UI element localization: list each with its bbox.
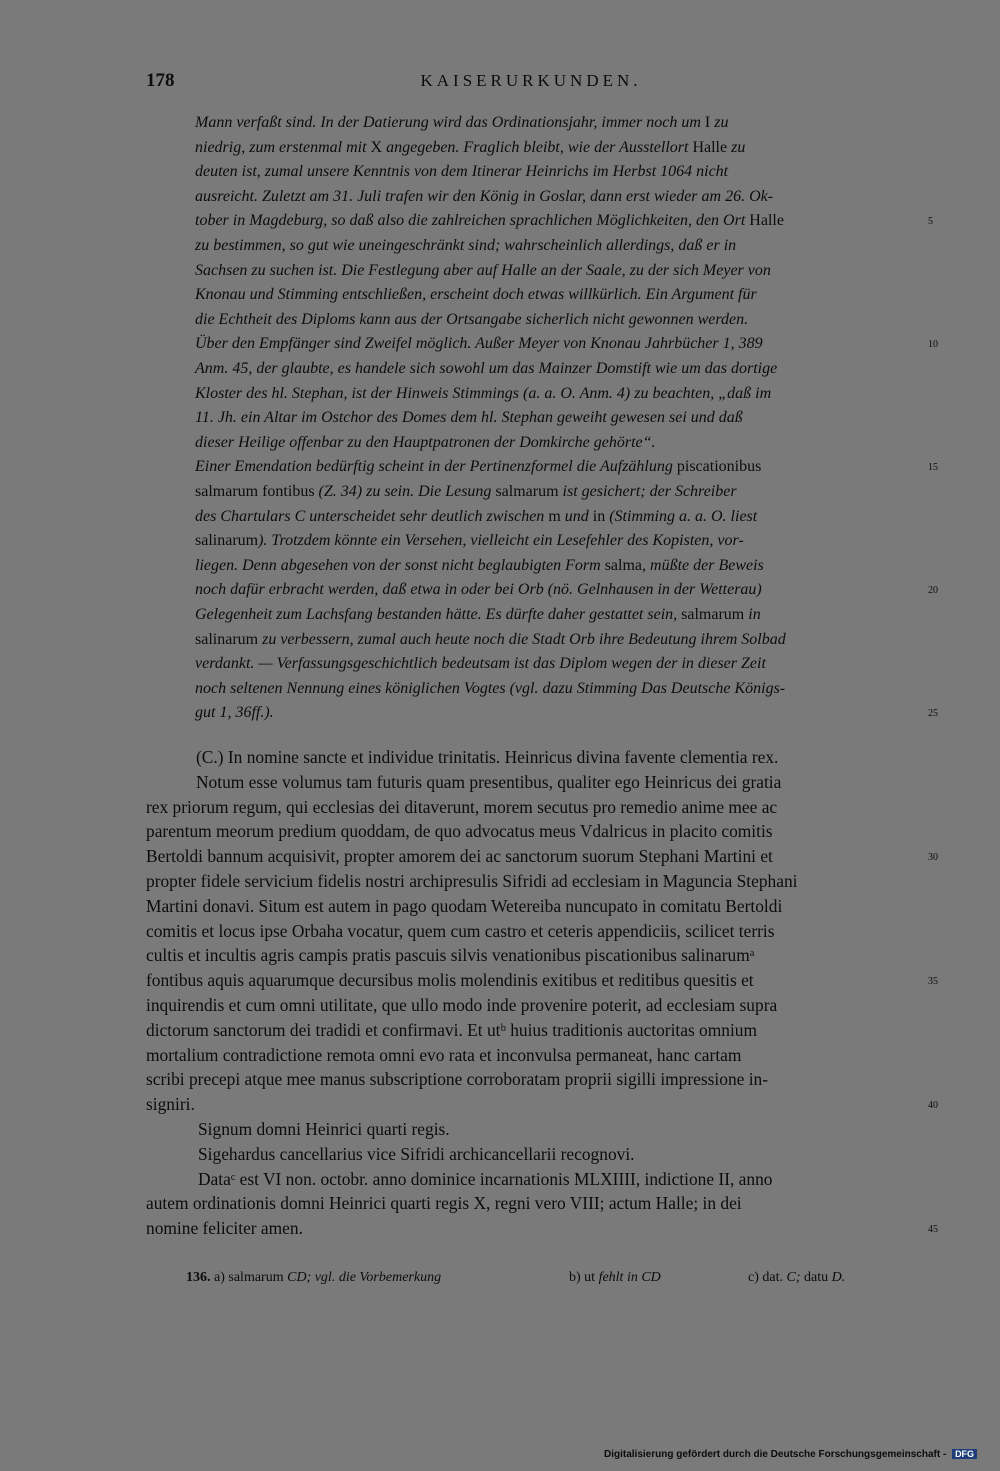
footnote-a-reading: salmarum [228, 1270, 284, 1285]
commentary-line [195, 212, 784, 230]
commentary-line [195, 680, 785, 698]
commentary-text-segment: niedrig, zum erstenmal mit [195, 138, 371, 156]
commentary-line [195, 532, 744, 550]
commentary-line [195, 262, 771, 280]
commentary-line [195, 483, 737, 501]
commentary-text-segment: gut 1, 36ff.). [195, 704, 274, 722]
commentary-text-segment: Anm. 45, der glaubte, es handele sich sowohl um das Mainzer Domstift wie um das dortige [195, 360, 778, 377]
commentary-line [195, 114, 728, 132]
commentary-text-segment: salmarum [495, 483, 559, 500]
commentary-line [195, 409, 743, 427]
commentary-text-segment: , müßte der Beweis [642, 556, 764, 574]
charter-line: comitis et locus ipse Orbaha vocatur, quem cum castro et ceteris appendiciis, scilicet terris [146, 920, 775, 941]
commentary-text-segment: salma [604, 556, 643, 574]
margin-line-number: 5 [928, 216, 933, 228]
dfg-logo: DFG [952, 1449, 977, 1459]
commentary-text-segment: Halle [692, 138, 728, 156]
digitization-colophon [604, 1449, 977, 1460]
commentary-text-segment: zu [710, 114, 729, 131]
commentary-text-segment: ist gesichert; der Schreiber [558, 483, 737, 500]
commentary-line [195, 237, 736, 255]
commentary-line [195, 360, 777, 378]
footnote-b-reading: ut [584, 1270, 596, 1285]
commentary-text-segment: und [560, 507, 593, 525]
commentary-text-segment: salinarum [195, 630, 259, 648]
commentary-text-segment: zu [727, 138, 746, 156]
footnote-c-reading-2: datu [804, 1270, 829, 1285]
commentary-line [195, 163, 728, 181]
charter-line: nomine feliciter amen. [146, 1218, 303, 1239]
footnote-b-note: fehlt in CD [598, 1270, 661, 1285]
footnote-a-note: CD; vgl. die Vorbemerkung [287, 1270, 442, 1285]
margin-line-number: 45 [928, 1224, 938, 1236]
commentary-text-segment: in [744, 606, 761, 623]
commentary-line [195, 557, 764, 575]
margin-line-number: 20 [928, 585, 938, 597]
commentary-text-segment: noch seltenen Nennung eines königlichen Vogtes (vgl. dazu Stimming Das Deutsche Königs- [195, 679, 786, 697]
commentary-text-segment: ausreicht. Zuletzt am 31. Juli trafen wir den König in Goslar, dann erst wieder am 26. Ok- [195, 187, 774, 205]
commentary-text-segment: Mann verfaßt sind. In der Datierung wird das Ordinationsjahr, immer noch um [195, 114, 705, 131]
charter-line: autem ordinationis domni Heinrici quarti regis X, regni vero VIII; actum Halle; in dei [146, 1193, 742, 1214]
footnote-a [186, 1270, 441, 1286]
commentary-text-segment: X [370, 138, 383, 156]
commentary-text-segment: ). Trotzdem könnte ein Versehen, vielleicht ein Lesefehler des Kopisten, vor- [258, 532, 744, 550]
footnote-a-label: a) [214, 1270, 225, 1285]
charter-line: dictorum sanctorum dei tradidi et confirmavi. Et utᵇ huius traditionis auctoritas omnium [146, 1019, 758, 1040]
commentary-line [195, 606, 761, 624]
footnote-c-label: c) [748, 1270, 759, 1285]
charter-line: fontibus aquis aquarumque decursibus molis molendinis exitibus et reditibus quesitis et [146, 970, 754, 991]
margin-line-number: 25 [928, 708, 938, 720]
commentary-text-segment: zu verbessern, zumal auch heute noch die Stadt Orb ihre Bedeutung ihrem Solbad [258, 630, 786, 648]
commentary-line [195, 631, 786, 649]
commentary-text-segment: Gelegenheit zum Lachsfang bestanden hätte. Es dürfte daher gestattet sein, [195, 606, 682, 623]
commentary-text-segment: zu bestimmen, so gut wie uneingeschränkt sind; wahrscheinlich allerdings, daß er in [195, 237, 737, 254]
margin-line-number: 15 [928, 462, 938, 474]
charter-line: Martini donavi. Situm est autem in pago quodam Wetereiba nuncupato in comitatu Bertoldi [146, 895, 783, 916]
footnote-c-reading: dat. [762, 1270, 783, 1285]
charter-line: Signum domni Heinrici quarti regis. [198, 1119, 450, 1139]
commentary-text-segment: liegen. Denn abgesehen von der sonst nicht beglaubigten Form [195, 556, 605, 574]
charter-line: cultis et incultis agris campis pratis pascuis silvis venationibus piscationibus salinarumᵃ [146, 945, 755, 966]
commentary-line [195, 458, 761, 476]
page-number: 178 [146, 70, 175, 91]
charter-line: rex priorum regum, qui ecclesias dei ditaverunt, morem secutus pro remedio anime mee ac [146, 796, 778, 817]
commentary-text-segment: angegeben. Fraglich bleibt, wie der Ausstellort [382, 138, 693, 156]
commentary-text-segment: deuten ist, zumal unsere Kenntnis von dem Itinerar Heinrichs im Herbst 1064 nicht [195, 163, 729, 181]
commentary-text-segment: (Stimming a. a. O. liest [605, 507, 758, 525]
commentary-line [195, 704, 274, 722]
charter-line: Notum esse volumus tam futuris quam presentibus, qualiter ego Heinricus dei gratia [196, 771, 782, 792]
document-number: 136. [186, 1270, 211, 1285]
commentary-text-segment: Einer Emendation bedürftig scheint in der Pertinenzformel die Aufzählung [195, 458, 677, 476]
commentary-text-segment: piscationibus [676, 458, 762, 476]
margin-line-number: 30 [928, 852, 938, 864]
commentary-text-segment: in [592, 507, 606, 525]
commentary-line [195, 581, 762, 599]
running-title: KAISERURKUNDEN. [420, 71, 642, 90]
commentary-text-segment: salmarum fontibus [195, 483, 315, 500]
charter-line: Sigehardus cancellarius vice Sifridi archicancellarii recognovi. [198, 1143, 635, 1164]
commentary-text-segment: 11. Jh. ein Altar im Ostchor des Domes dem hl. Stephan geweiht gewesen sei und daß [195, 409, 743, 427]
charter-line: Bertoldi bannum acquisivit, propter amorem dei ac sanctorum suorum Stephani Martini et [146, 846, 773, 867]
commentary-text-segment: (Z. 34) zu sein. Die Lesung [314, 483, 496, 500]
margin-line-number: 40 [928, 1100, 938, 1112]
charter-line: signiri. [146, 1094, 195, 1115]
charter-line: parentum meorum predium quoddam, de quo advocatus meus Vdalricus in placito comitis [146, 821, 773, 842]
commentary-line [195, 434, 656, 452]
commentary-line [195, 385, 771, 403]
colophon-text: Digitalisierung gefördert durch die Deutsche Forschungsgemeinschaft - [604, 1449, 947, 1460]
page-header [146, 70, 916, 100]
commentary-text-segment: Knonau und Stimming entschließen, erscheint doch etwas willkürlich. Ein Argument für [195, 286, 757, 304]
commentary-text-segment: des Chartulars C unterscheidet sehr deutlich zwischen [195, 507, 549, 525]
footnote-c-note-2: D. [831, 1270, 846, 1285]
commentary-line [195, 286, 757, 304]
commentary-text-segment: noch dafür erbracht werden, daß etwa in oder bei Orb (nö. Gelnhausen in der Wetterau) [195, 581, 762, 599]
commentary-text-segment: Sachsen zu suchen ist. Die Festlegung aber auf Halle an der Saale, zu der sich Meyer von [195, 261, 771, 279]
commentary-text-segment: die Echtheit des Diploms kann aus der Ortsangabe sicherlich nicht gewonnen werden. [195, 310, 749, 328]
commentary-text-segment: Kloster des hl. Stephan, ist der Hinweis Stimmings (a. a. O. Anm. 4) zu beachten, „daß im [195, 384, 772, 402]
commentary-text-segment: I [704, 114, 711, 131]
commentary-text-segment: Halle [749, 212, 784, 230]
commentary-line [195, 188, 773, 206]
commentary-text-segment: tober in Magdeburg, so daß also die zahlreichen sprachlichen Möglichkeiten, den Ort [195, 212, 750, 230]
commentary-text-segment: dieser Heilige offenbar zu den Hauptpatronen der Domkirche gehörte“. [195, 433, 656, 451]
commentary-text-segment: salmarum [681, 606, 745, 623]
commentary-text-segment: m [548, 507, 561, 525]
footnote-b-label: b) [569, 1270, 581, 1285]
commentary-line [195, 139, 745, 157]
footnote-c [748, 1270, 845, 1286]
commentary-line [195, 335, 763, 353]
charter-line: mortalium contradictione remota omni evo rata et inconvulsa permaneat, hanc cartam [146, 1044, 742, 1065]
margin-line-number: 35 [928, 976, 938, 988]
charter-line: Dataᶜ est VI non. octobr. anno dominice incarnationis MLXIIII, indictione II, anno [198, 1168, 773, 1189]
commentary-line [195, 508, 757, 526]
footnote-b [569, 1270, 661, 1286]
commentary-line [195, 311, 748, 329]
margin-line-number: 10 [928, 339, 938, 351]
footnote-c-note: C; [786, 1270, 801, 1285]
charter-line: inquirendis et cum omni utilitate, que ullo modo inde provenire poterit, ad ecclesiam supra [146, 995, 778, 1015]
commentary-text-segment: Über den Empfänger sind Zweifel möglich. Außer Meyer von Knonau Jahrbücher 1, 389 [195, 335, 763, 353]
commentary-text-segment: salinarum [195, 532, 259, 550]
charter-line: scribi precepi atque mee manus subscriptione corroboratam proprii sigilli impressione in- [146, 1069, 769, 1090]
commentary-text-segment: verdankt. — Verfassungsgeschichtlich bedeutsam ist das Diplom wegen der in dieser Zeit [195, 655, 766, 673]
charter-line: propter fidele servicium fidelis nostri archipresulis Sifridi ad ecclesiam in Maguncia Stephani [146, 871, 798, 891]
commentary-line [195, 655, 766, 673]
charter-line: (C.) In nomine sancte et individue trinitatis. Heinricus divina favente clementia rex. [196, 747, 779, 767]
